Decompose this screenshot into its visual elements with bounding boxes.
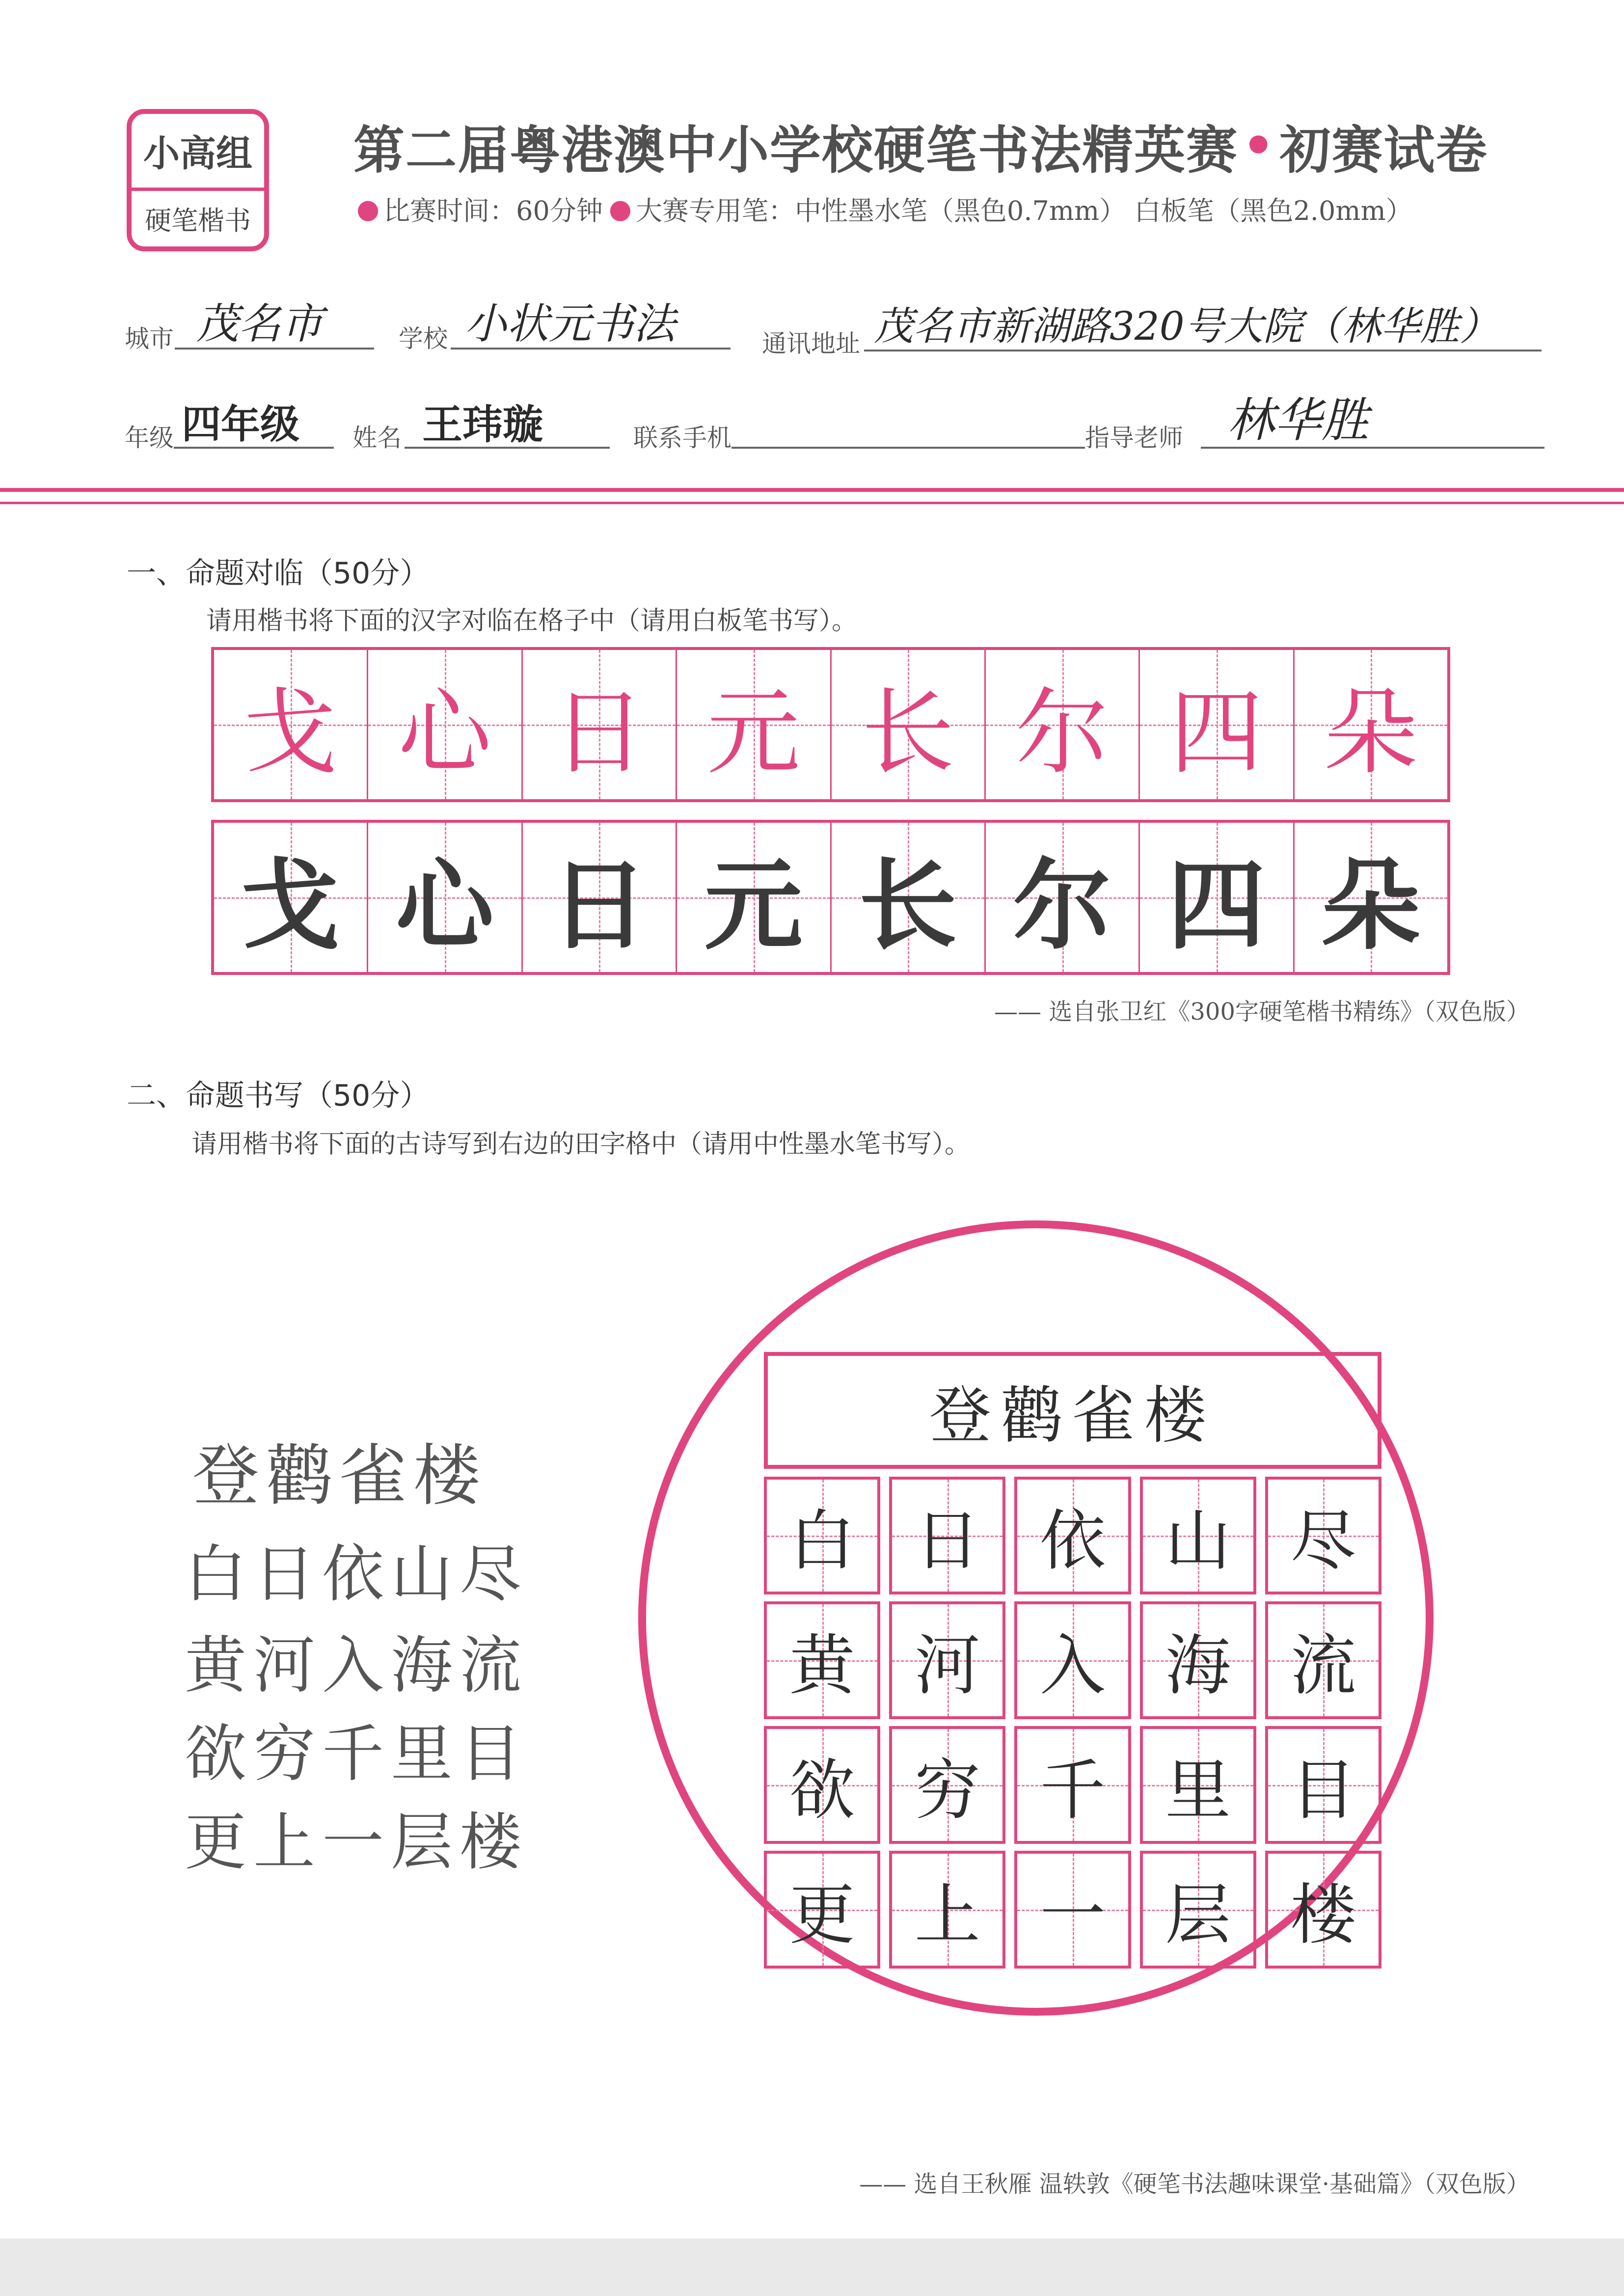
copy-cell[interactable]: 日 bbox=[523, 823, 677, 972]
model-cell: 日 bbox=[523, 650, 677, 799]
section-2-title: 二、命题书写（50分） bbox=[127, 1079, 430, 1113]
copy-character-grid[interactable] bbox=[211, 820, 1450, 975]
writing-cell[interactable]: 楼 bbox=[1265, 1851, 1381, 1969]
writing-cell[interactable]: 层 bbox=[1140, 1851, 1256, 1969]
address-field[interactable]: 茂名市新湖路320号大院（林华胜） bbox=[874, 303, 1499, 349]
school-field[interactable]: 小状元书法 bbox=[464, 299, 676, 349]
model-cell: 朵 bbox=[1295, 650, 1447, 799]
model-cell: 心 bbox=[368, 650, 522, 799]
model-cell: 戈 bbox=[214, 650, 368, 799]
city-label: 城市 bbox=[125, 324, 174, 353]
writing-cell[interactable]: 上 bbox=[889, 1851, 1005, 1969]
phone-line bbox=[731, 447, 1085, 449]
grade-label: 年级 bbox=[125, 424, 174, 452]
writing-cell[interactable]: 河 bbox=[889, 1601, 1005, 1719]
divider bbox=[0, 502, 1624, 504]
model-cell: 元 bbox=[677, 650, 831, 799]
writing-cell[interactable]: 入 bbox=[1014, 1601, 1131, 1719]
writing-cell[interactable]: 里 bbox=[1140, 1726, 1256, 1844]
name-label: 姓名 bbox=[352, 424, 402, 452]
writing-cell[interactable]: 一 bbox=[1014, 1851, 1131, 1969]
copy-cell[interactable]: 尔 bbox=[986, 823, 1140, 972]
written-title: 登鹳雀楼 bbox=[929, 1379, 1216, 1452]
badge-group-label: 小高组 bbox=[132, 114, 264, 191]
writing-grid-row bbox=[764, 1851, 1381, 1969]
model-cell: 四 bbox=[1140, 650, 1294, 799]
writing-cell[interactable]: 尽 bbox=[1265, 1477, 1381, 1594]
scan-edge bbox=[0, 2239, 1624, 2296]
badge-style-label: 硬笔楷书 bbox=[145, 205, 251, 236]
writing-cell[interactable]: 白 bbox=[764, 1477, 880, 1594]
bullet-icon: ● bbox=[608, 193, 632, 224]
writing-grid-row bbox=[764, 1726, 1381, 1844]
city-field[interactable]: 茂名市 bbox=[196, 299, 323, 349]
section-2-source: —— 选自王秋雁 温轶敦《硬笔书法趣味课堂·基础篇》（双色版） bbox=[859, 2170, 1530, 2198]
teacher-field[interactable]: 林华胜 bbox=[1227, 393, 1369, 448]
copy-cell[interactable]: 心 bbox=[368, 823, 522, 972]
writing-grid-row bbox=[764, 1601, 1381, 1719]
copy-cell[interactable]: 四 bbox=[1140, 823, 1294, 972]
title-main: 第二届粤港澳中小学校硬笔书法精英赛 bbox=[353, 120, 1239, 180]
model-cell: 长 bbox=[832, 650, 986, 799]
bullet-icon: ● bbox=[356, 193, 380, 224]
address-label: 通讯地址 bbox=[762, 329, 860, 358]
writing-cell[interactable]: 千 bbox=[1014, 1726, 1131, 1844]
title-dot: • bbox=[1242, 116, 1276, 176]
name-field[interactable]: 王玮璇 bbox=[422, 401, 543, 448]
writing-cell[interactable]: 穷 bbox=[889, 1726, 1005, 1844]
writing-cell[interactable]: 依 bbox=[1014, 1477, 1131, 1594]
phone-label: 联系手机 bbox=[633, 424, 731, 452]
section-1-instruction: 请用楷书将下面的汉字对临在格子中（请用白板笔书写）。 bbox=[206, 606, 858, 636]
grade-field[interactable]: 四年级 bbox=[182, 401, 299, 447]
page-subtitle bbox=[356, 187, 1535, 231]
pen-requirements: 大赛专用笔：中性墨水笔（黑色0.7mm） 白板笔（黑色2.0mm） bbox=[635, 195, 1412, 226]
copy-cell[interactable]: 长 bbox=[832, 823, 986, 972]
writing-cell[interactable]: 海 bbox=[1140, 1601, 1256, 1719]
divider bbox=[0, 488, 1624, 492]
writing-cell[interactable]: 目 bbox=[1265, 1726, 1381, 1844]
title-suffix: 初赛试卷 bbox=[1279, 120, 1488, 180]
poem-line: 更上一层楼 bbox=[185, 1806, 528, 1878]
writing-cell[interactable]: 更 bbox=[764, 1851, 880, 1969]
section-1-source: —— 选自张卫红《300字硬笔楷书精练》（双色版） bbox=[994, 998, 1530, 1026]
copy-cell[interactable]: 戈 bbox=[214, 823, 368, 972]
copy-cell[interactable]: 元 bbox=[677, 823, 831, 972]
poem-line: 白日依山尽 bbox=[185, 1538, 528, 1610]
writing-cell[interactable]: 流 bbox=[1265, 1601, 1381, 1719]
section-1-title: 一、命题对临（50分） bbox=[127, 556, 430, 591]
exam-time: 比赛时间：60分钟 bbox=[383, 195, 603, 226]
writing-grid-row bbox=[764, 1477, 1381, 1594]
school-label: 学校 bbox=[399, 324, 448, 353]
model-character-grid bbox=[211, 647, 1450, 802]
group-badge bbox=[127, 109, 269, 251]
poem-line: 黄河入海流 bbox=[185, 1629, 528, 1702]
writing-cell[interactable]: 欲 bbox=[764, 1726, 880, 1844]
writing-cell[interactable]: 日 bbox=[889, 1477, 1005, 1594]
writing-cell[interactable]: 黄 bbox=[764, 1601, 880, 1719]
page-title bbox=[353, 109, 1532, 183]
poem-title: 登鹳雀楼 bbox=[192, 1437, 487, 1515]
copy-cell[interactable]: 朵 bbox=[1295, 823, 1447, 972]
writing-cell[interactable]: 山 bbox=[1140, 1477, 1256, 1594]
teacher-label: 指导老师 bbox=[1085, 424, 1183, 452]
section-2-instruction: 请用楷书将下面的古诗写到右边的田字格中（请用中性墨水笔书写）。 bbox=[191, 1130, 971, 1159]
poem-line: 欲穷千里目 bbox=[185, 1718, 528, 1790]
model-cell: 尔 bbox=[986, 650, 1140, 799]
written-title-box[interactable] bbox=[764, 1352, 1381, 1469]
